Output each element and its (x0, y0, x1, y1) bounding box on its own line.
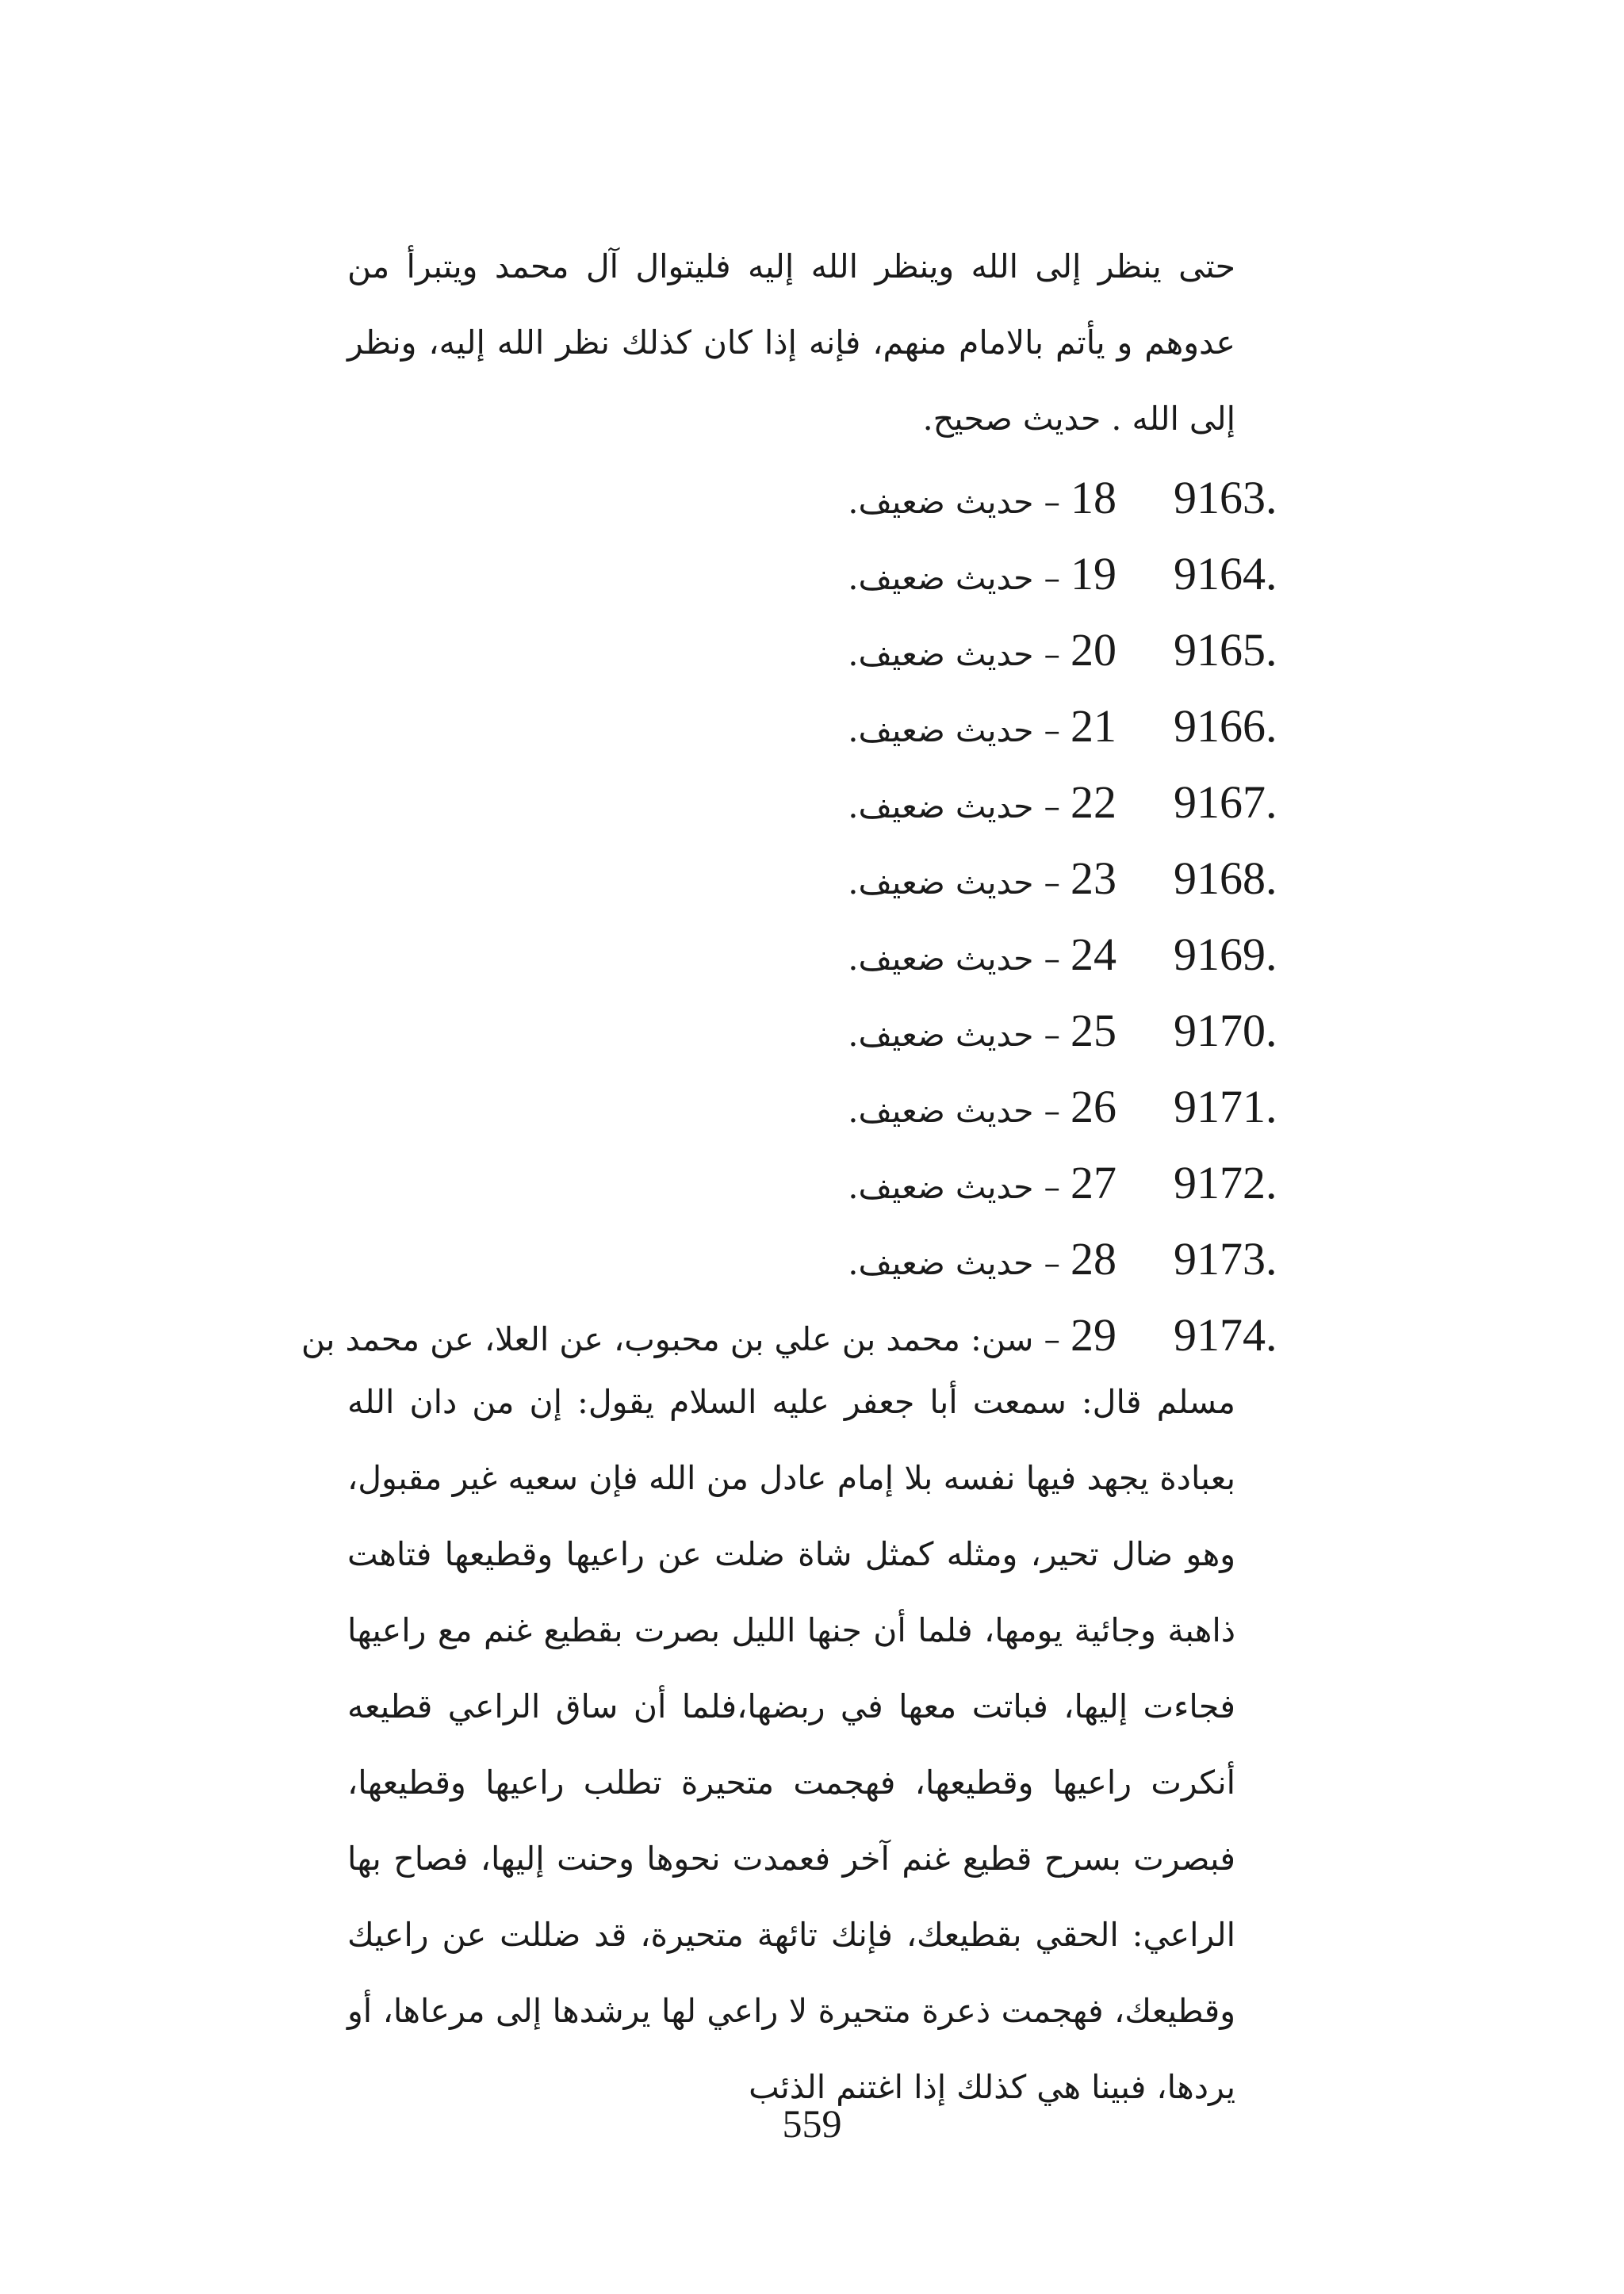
entry-sub-number: 26 (1071, 1081, 1116, 1132)
entry-number: 9169. (1174, 929, 1277, 980)
hadith-entry (0, 917, 1624, 993)
entry-label: – حديث ضعيف. (848, 787, 1060, 825)
entry-number: 9172. (1174, 1157, 1277, 1208)
entry-number: 9166. (1174, 700, 1277, 752)
entry-continuation-paragraph: مسلم قال: سمعت أبا جعفر عليه السلام يقول: إن من دان الله بعبادة يجهد فيها نفسه بلا إمام عادل من الله فإن سعيه غير مقبول، وهو ضال تحير، ومثله كمثل شاة ضلت عن راعيها وقطيعها فتاهت ذاهبة وجائية يومها، فلما أن جنها الليل بصرت بقطيع غنم مع راعيها فجاءت إليها، فباتت معها في ربضها،فلما أن ساق الراعي قطيعه أنكرت راعيها وقطيعها، فهجمت متحيرة تطلب راعيها وقطيعها، فبصرت بسرح قطيع غنم آخر فعمدت نحوها وحنت إليها، فصاح بها الراعي: الحقي بقطيعك، فإنك تائهة متحيرة، قد ضللت عن راعيك وقطيعك، فهجمت ذعرة متحيرة لا راعي لها يرشدها إلى مرعاها، أو يردها، فبينا هي كذلك إذا اغتنم الذئب (347, 1383, 1235, 2106)
entry-text (848, 612, 1116, 692)
entry-number: 9173. (1174, 1233, 1277, 1285)
entry-text (848, 688, 1116, 768)
entry-label: – حديث ضعيف. (848, 940, 1060, 978)
entry-sub-number: 20 (1071, 624, 1116, 676)
entry-text (848, 1069, 1116, 1149)
entry-sub-number: 28 (1071, 1233, 1116, 1285)
entry-label: – حديث ضعيف. (848, 559, 1060, 597)
hadith-entry (0, 460, 1624, 536)
entry-label: – حديث ضعيف. (848, 483, 1060, 521)
entry-label: – حديث ضعيف. (848, 1168, 1060, 1206)
hadith-entry (0, 536, 1624, 612)
hadith-entry (0, 612, 1624, 688)
hadith-entry (0, 1221, 1624, 1297)
entry-label: – حديث ضعيف. (848, 635, 1060, 673)
entry-text (848, 536, 1116, 616)
entry-sub-number: 27 (1071, 1157, 1116, 1208)
entry-number: 9167. (1174, 776, 1277, 828)
entry-label: – حديث ضعيف. (848, 1244, 1060, 1282)
entry-number: 9163. (1174, 472, 1277, 523)
entry-sub-number: 21 (1071, 700, 1116, 752)
hadith-entry (0, 993, 1624, 1069)
entry-text (848, 1221, 1116, 1301)
hadith-entry (0, 688, 1624, 764)
entry-number: 9164. (1174, 548, 1277, 599)
entry-number: 9170. (1174, 1005, 1277, 1056)
entry-number: 9171. (1174, 1081, 1277, 1132)
entry-sub-number: 24 (1071, 929, 1116, 980)
entry-sub-number: 29 (1071, 1309, 1116, 1361)
entry-sub-number: 19 (1071, 548, 1116, 599)
page-number: 559 (782, 2101, 842, 2146)
hadith-entry-9174 (0, 1297, 1624, 1373)
entry-number: 9168. (1174, 852, 1277, 904)
entry-text (848, 1145, 1116, 1225)
entry-sub-number: 25 (1071, 1005, 1116, 1056)
hadith-entry (0, 764, 1624, 841)
entry-number: 9174. (1174, 1309, 1277, 1361)
entry-sub-number: 22 (1071, 776, 1116, 828)
entry-text (848, 460, 1116, 540)
hadith-entry (0, 1145, 1624, 1221)
entry-text (848, 917, 1116, 997)
hadith-entry (0, 841, 1624, 917)
entry-number: 9165. (1174, 624, 1277, 676)
entry-label: – حديث ضعيف. (848, 864, 1060, 902)
intro-paragraph: حتى ينظر إلى الله وينظر الله إليه فليتوال آل محمد ويتبرأ من عدوهم و يأتم بالامام منهم، فإنه إذا كان كذلك نظر الله إليه، ونظر إلى الله . حديث صحيح. (347, 247, 1235, 438)
entry-first-line-text: – سن: محمد بن علي بن محبوب، عن العلا، عن محمد بن (301, 1320, 1060, 1358)
entry-text (848, 764, 1116, 844)
entry-label: – حديث ضعيف. (848, 711, 1060, 749)
entry-label: – حديث ضعيف. (848, 1016, 1060, 1054)
hadith-entry (0, 1069, 1624, 1145)
entry-text (848, 993, 1116, 1073)
entry-label: – حديث ضعيف. (848, 1092, 1060, 1130)
entry-text (848, 841, 1116, 921)
entry-sub-number: 23 (1071, 852, 1116, 904)
entry-sub-number: 18 (1071, 472, 1116, 523)
